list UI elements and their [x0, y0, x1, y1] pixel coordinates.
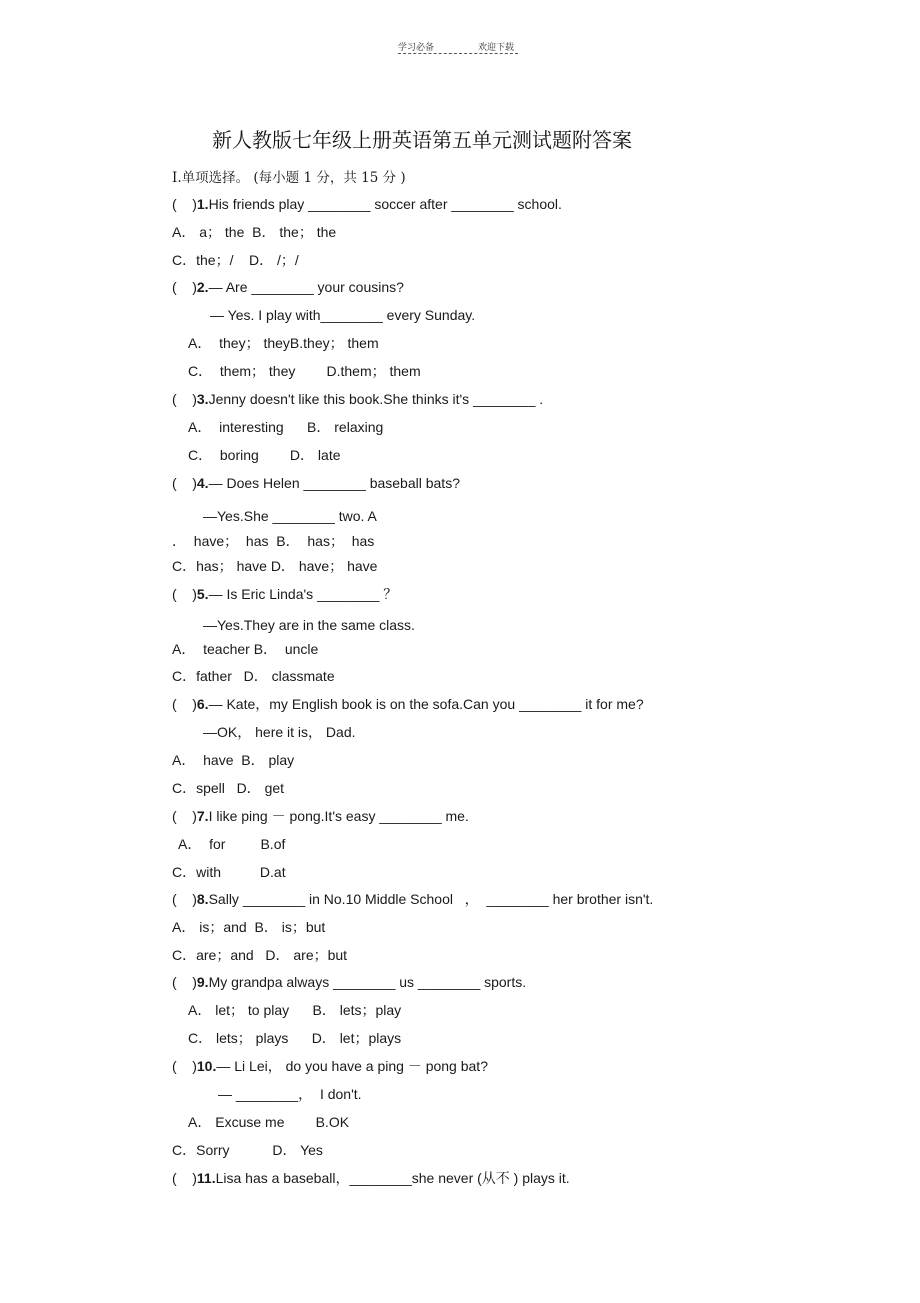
answer-bracket: ( ) [172, 279, 197, 295]
line-text: — Kate，my English book is on the sofa.Can you ________ it for me? [208, 696, 644, 712]
option-line [172, 640, 318, 658]
option-line [172, 863, 286, 881]
line-text: A． they； theyB.they； them [188, 335, 379, 351]
answer-bracket: ( ) [172, 891, 197, 907]
option-line [172, 1141, 323, 1159]
line-text: My grandpa always ________ us ________ sports. [208, 974, 527, 990]
option-line [188, 1113, 349, 1131]
question-line [172, 390, 543, 408]
line-text: C．has； have D． have； have [172, 558, 378, 574]
header-left-text: 学习必备 [398, 43, 435, 53]
line-text: A． is；and B． is；but [172, 919, 326, 935]
question-number: 2. [196, 279, 209, 295]
option-line [172, 918, 325, 936]
page-title: 新人教版七年级上册英语第五单元测试题附答案 [212, 128, 632, 152]
option-line [210, 306, 475, 324]
option-line [178, 835, 285, 853]
option-line [172, 532, 374, 550]
option-line [188, 446, 341, 464]
question-number: 10. [196, 1058, 217, 1074]
question-line [172, 1057, 488, 1075]
line-text: C． lets； plays D． let；plays [188, 1030, 402, 1046]
line-text: C． boring D． late [188, 447, 341, 463]
line-text: —OK， here it is， Dad. [203, 724, 356, 740]
line-text: — Does Helen ________ baseball bats? [208, 475, 460, 491]
question-number: 8. [196, 891, 209, 907]
answer-bracket: ( ) [172, 696, 197, 712]
question-number: 4. [196, 475, 209, 491]
line-text: C． them； they D.them； them [188, 363, 421, 379]
line-text: Lisa has a baseball，________she never (从不 ) plays it. [215, 1170, 570, 1186]
question-line [172, 1169, 570, 1187]
question-line [172, 973, 526, 991]
answer-bracket: ( ) [172, 1170, 197, 1186]
option-line [218, 1085, 362, 1103]
option-line [188, 418, 383, 436]
line-text: His friends play ________ soccer after ________ school. [208, 196, 562, 212]
answer-bracket: ( ) [172, 586, 197, 602]
answer-bracket: ( ) [172, 974, 197, 990]
answer-bracket: ( ) [172, 1058, 197, 1074]
answer-bracket: ( ) [172, 475, 197, 491]
line-text: ． have； has B． has； has [172, 533, 375, 549]
line-text: — Are ________ your cousins? [208, 279, 404, 295]
option-line [172, 779, 284, 797]
line-text: A． Excuse me B.OK [188, 1114, 350, 1130]
line-text: A． let； to play B． lets；play [188, 1002, 402, 1018]
option-line [188, 1029, 401, 1047]
line-text: —Yes.They are in the same class. [203, 617, 415, 633]
option-line [172, 251, 299, 269]
line-text: C．father D． classmate [172, 668, 335, 684]
question-line [172, 695, 644, 713]
question-line [172, 890, 653, 908]
line-text: C．with D.at [172, 864, 286, 880]
header-divider [398, 53, 518, 54]
line-text: A． for B.of [178, 836, 286, 852]
answer-bracket: ( ) [172, 196, 197, 212]
line-text: A． interesting B． relaxing [188, 419, 384, 435]
line-text: C．are；and D． are；but [172, 947, 348, 963]
answer-bracket: ( ) [172, 808, 197, 824]
question-number: 6. [196, 696, 209, 712]
question-number: 7. [196, 808, 209, 824]
option-line [172, 946, 347, 964]
question-line [172, 807, 469, 825]
line-text: I like ping － pong.It's easy ________ me. [208, 808, 469, 824]
line-text: A． a； the B． the； the [172, 224, 337, 240]
option-line [172, 667, 335, 685]
option-line [172, 223, 336, 241]
line-text: C．the；/ D． /；/ [172, 252, 299, 268]
question-number: 11. [196, 1170, 216, 1186]
line-text: —Yes.She ________ two. A [203, 508, 377, 524]
line-text: C．Sorry D． Yes [172, 1142, 323, 1158]
line-text: C．spell D． get [172, 780, 285, 796]
line-text: — ________， I don't. [218, 1086, 362, 1102]
option-line [188, 334, 379, 352]
answer-bracket: ( ) [172, 391, 197, 407]
question-line [172, 278, 404, 296]
question-number: 1. [196, 196, 209, 212]
question-line [172, 195, 562, 213]
option-line [172, 751, 294, 769]
option-line [203, 507, 377, 525]
line-text: — Li Lei， do you have a ping － pong bat? [216, 1058, 488, 1074]
line-text: A． have B． play [172, 752, 295, 768]
header-right-text: 欢迎下载 [478, 43, 515, 53]
question-number: 9. [196, 974, 209, 990]
option-line [188, 1001, 401, 1019]
question-number: 3. [196, 391, 209, 407]
option-line [203, 723, 356, 741]
line-text: Sally ________ in No.10 Middle School ， ________ her brother isn't. [208, 891, 654, 907]
line-text: A． teacher B． uncle [172, 641, 319, 657]
question-number: 5. [196, 586, 209, 602]
option-line [203, 616, 415, 634]
option-line [172, 557, 377, 575]
question-line [172, 474, 460, 492]
line-text: — Yes. I play with________ every Sunday. [210, 307, 476, 323]
line-text: Jenny doesn't like this book.She thinks it's ________ . [208, 391, 544, 407]
section-heading: Ⅰ.单项选择。 (每小题 1 分，共 15 分 ) [172, 170, 406, 186]
line-text: — Is Eric Linda's ________ ？ [208, 586, 398, 602]
question-line [172, 585, 397, 603]
option-line [188, 362, 421, 380]
